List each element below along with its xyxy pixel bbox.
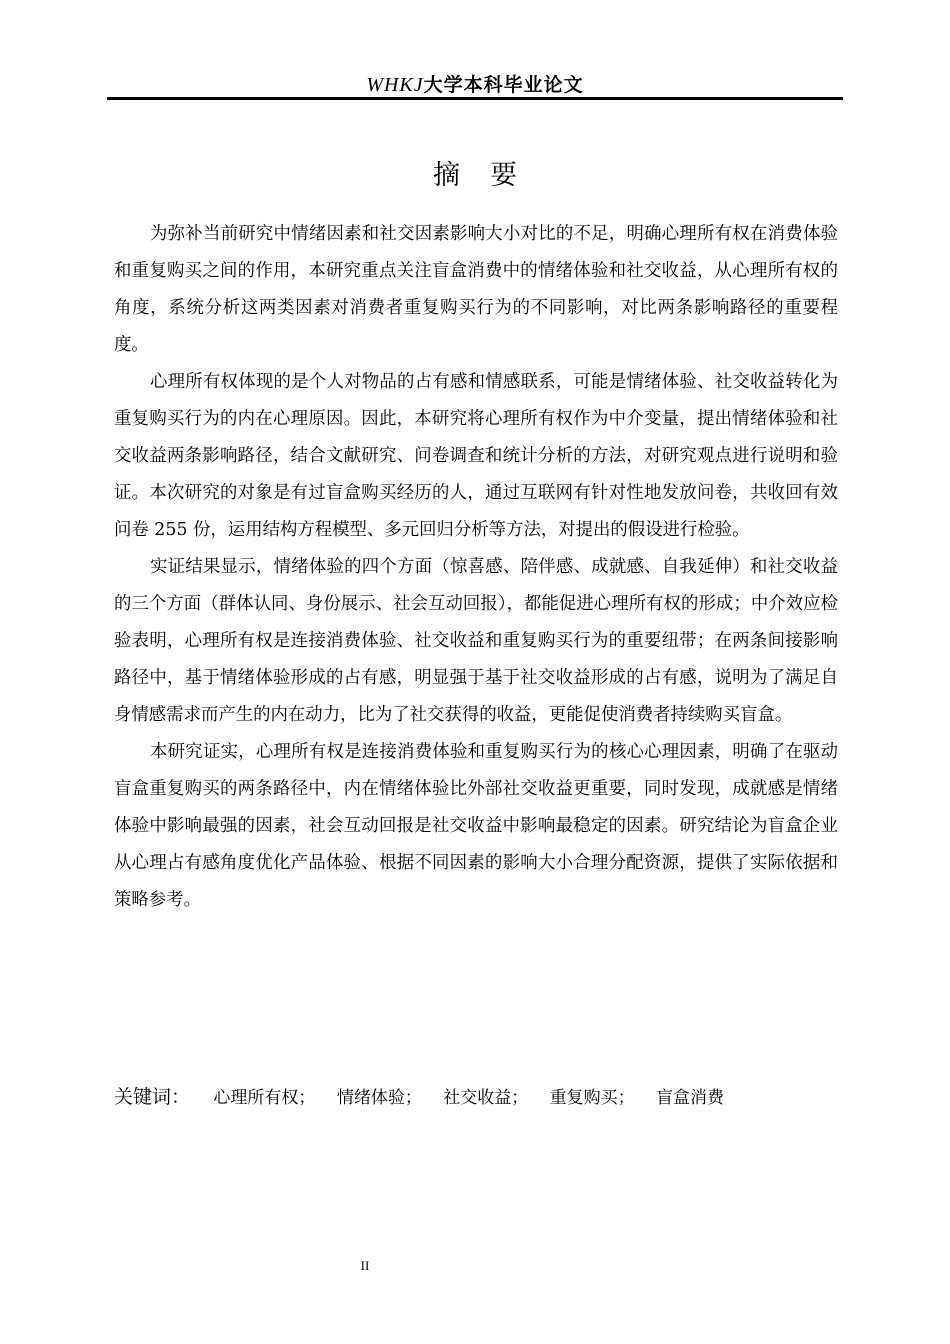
keyword-item: 盲盒消费 [656, 1088, 725, 1108]
keywords-line [114, 1080, 838, 1115]
keywords-label: 关键词： [114, 1086, 191, 1108]
keyword-item: 重复购买； [549, 1088, 635, 1108]
running-header [107, 70, 843, 97]
keyword-item: 情绪体验； [336, 1088, 422, 1108]
abstract-paragraph-4: 本研究证实，心理所有权是连接消费体验和重复购买行为的核心心理因素，明确了在驱动盲盒重复购买的两条路径中，内在情绪体验比外部社交收益更重要，同时发现，成就感是情绪体验中影响最强的因素，社会互动回报是社交收益中影响最稳定的因素。研究结论为盲盒企业从心理占有感角度优化产品体验、根据不同因素的影响大小合理分配资源，提供了实际依据和策略参考。 [114, 742, 838, 910]
keyword-item: 心理所有权； [213, 1088, 316, 1108]
abstract-body [114, 216, 838, 919]
abstract-title: 摘要 [433, 160, 547, 191]
abstract-paragraph-1: 为弥补当前研究中情绪因素和社交因素影响大小对比的不足，明确心理所有权在消费体验和重复购买之间的作用，本研究重点关注盲盒消费中的情绪体验和社交收益，从心理所有权的角度，系统分析这两类因素对消费者重复购买行为的不同影响，对比两条影响路径的重要程度。 [114, 224, 838, 355]
header-latin: WHKJ [366, 74, 424, 96]
abstract-paragraph-2: 心理所有权体现的是个人对物品的占有感和情感联系，可能是情绪体验、社交收益转化为重复购买行为的内在心理原因。因此，本研究将心理所有权作为中介变量，提出情绪体验和社交收益两条影响路径，结合文献研究、问卷调查和统计分析的方法，对研究观点进行说明和验证。本次研究的对象是有过盲盒购买经历的人，通过互联网有针对性地发放问卷，共收回有效问卷 255 份，运用结构方程模型、多元回归分析等方法，对提出的假设进行检验。 [114, 372, 838, 540]
header-cjk: 大学本科毕业论文 [423, 74, 584, 96]
abstract-paragraph-3: 实证结果显示，情绪体验的四个方面（惊喜感、陪伴感、成就感、自我延伸）和社交收益的三个方面（群体认同、身份展示、社会互动回报），都能促进心理所有权的形成；中介效应检验表明，心理所有权是连接消费体验、社交收益和重复购买行为的重要纽带；在两条间接影响路径中，基于情绪体验形成的占有感，明显强于基于社交收益形成的占有感，说明为了满足自身情感需求而产生的内在动力，比为了社交获得的收益，更能促使消费者持续购买盲盒。 [114, 557, 838, 725]
keyword-item: 社交收益； [443, 1088, 529, 1108]
page-number: II [360, 1258, 370, 1273]
header-rule [107, 97, 843, 100]
